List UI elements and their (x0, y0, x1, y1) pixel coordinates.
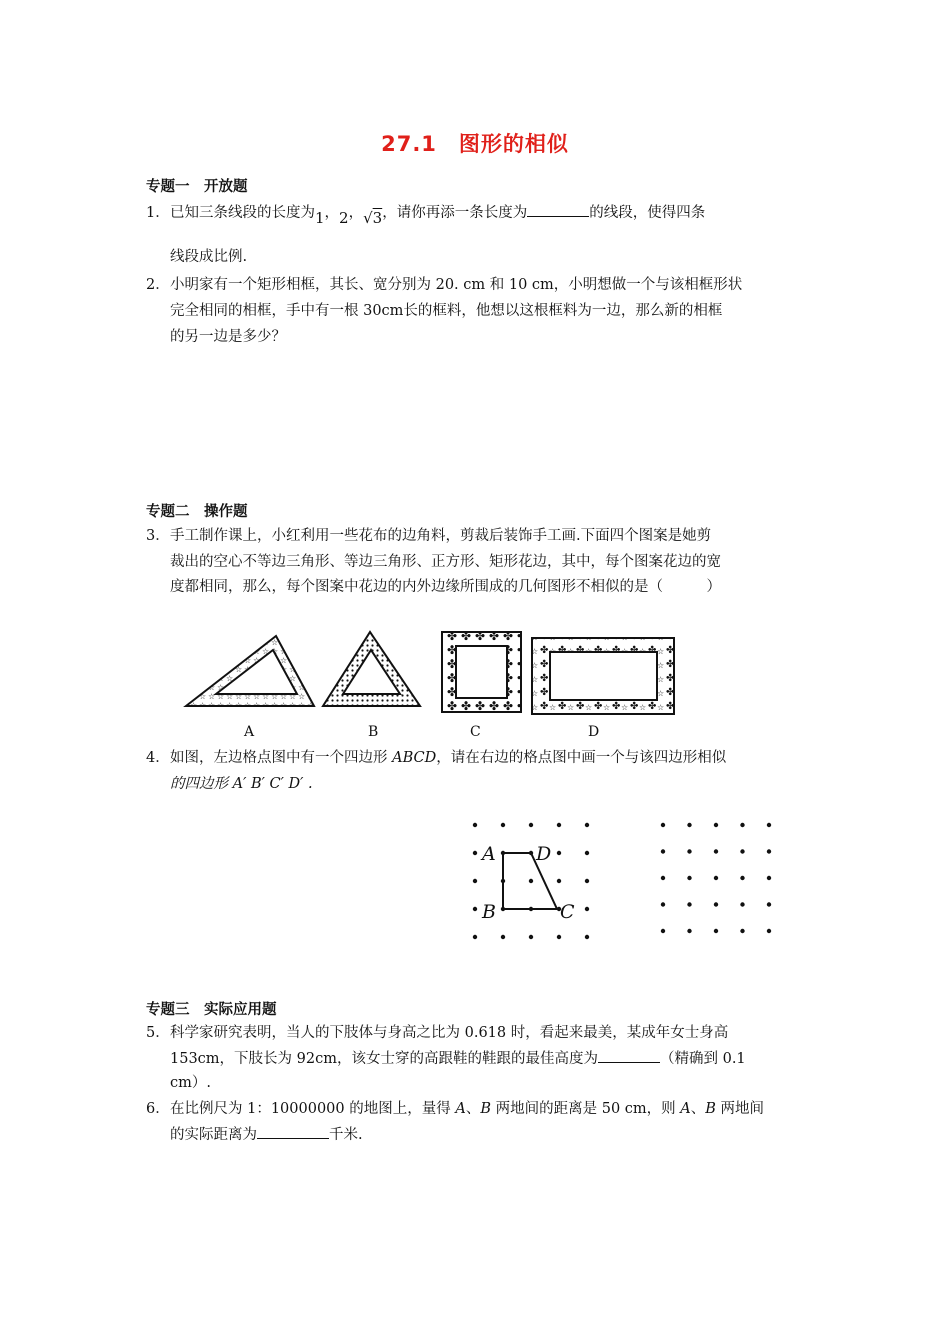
grid-dot (585, 823, 589, 827)
grid-dot (661, 876, 665, 880)
answer-blank[interactable] (257, 1124, 329, 1139)
grid-dot (557, 823, 561, 827)
grid-dot (529, 823, 533, 827)
pattern-figures (180, 628, 700, 723)
right-dot-grid (661, 823, 771, 933)
grid-dot (767, 849, 771, 853)
grid-dot (661, 823, 665, 827)
question-4-line-2: 的四边形 A′ B′ C′ D′ . (170, 776, 313, 792)
grid-dot (661, 929, 665, 933)
grid-dot (473, 823, 477, 827)
grid-dot (740, 849, 744, 853)
sqrt-expression: √3 (363, 209, 383, 227)
grid-dot (767, 929, 771, 933)
grid-dot (473, 907, 477, 911)
option-label-b: B (368, 724, 379, 740)
grid-dot (714, 823, 718, 827)
question-number: 2． (146, 277, 170, 293)
grid-dot (585, 879, 589, 883)
figure-a-scalene-triangle (186, 636, 314, 706)
grid-dot (557, 851, 561, 855)
question-5-line-2: 153cm，下肢长为 92cm，该女士穿的高跟鞋的鞋跟的最佳高度为 （精确到 0.1 (170, 1048, 746, 1069)
question-number: 1． (146, 205, 170, 221)
grid-dot (687, 876, 691, 880)
answer-blank[interactable] (598, 1048, 660, 1063)
point-label-a: A (482, 843, 496, 865)
grid-dot (557, 935, 561, 939)
option-label-c: C (470, 724, 481, 740)
grid-dot (585, 851, 589, 855)
figure-c-square-frame (442, 632, 521, 712)
page-title: 27.1 图形的相似 (381, 132, 569, 156)
question-5: 5．科学家研究表明，当人的下肢体与身高之比为 0.618 时，看起来最美，某成年女士身高 (146, 1025, 729, 1041)
point-label-d: D (536, 843, 552, 865)
grid-dot (661, 902, 665, 906)
grid-dot (473, 879, 477, 883)
question-5-line-3: cm）. (170, 1075, 211, 1091)
figure-d-rectangle-frame (532, 638, 674, 714)
question-number: 5． (146, 1025, 170, 1041)
grid-dot (473, 935, 477, 939)
section-heading-2: 专题二 操作题 (146, 504, 248, 520)
grid-dot (557, 879, 561, 883)
grid-dot (473, 851, 477, 855)
grid-dot (529, 879, 533, 883)
grid-dot (740, 876, 744, 880)
grid-dot (714, 929, 718, 933)
question-3-line-3: 度都相同，那么，每个图案中花边的内外边缘所围成的几何图形不相似的是（ ） (170, 579, 721, 595)
grid-dot (740, 902, 744, 906)
dot-grid-figures (460, 815, 790, 950)
question-3: 3．手工制作课上，小红利用一些花布的边角料，剪裁后装饰手工画.下面四个图案是她剪 (146, 528, 712, 544)
point-label-b: B (482, 901, 496, 923)
grid-dot (767, 823, 771, 827)
question-number: 6． (146, 1101, 170, 1117)
section-heading-3: 专题三 实际应用题 (146, 1002, 277, 1018)
question-2: 2．小明家有一个矩形相框，其长、宽分别为 20. cm 和 10 cm，小明想做一个与该相框形状 (146, 277, 743, 293)
section-heading-1: 专题一 开放题 (146, 179, 248, 195)
answer-blank[interactable] (527, 202, 589, 217)
grid-dot (661, 849, 665, 853)
question-1-line-1: 1．已知三条线段的长度为1，2，√3，请你再添一条长度为 的线段，使得四条 (146, 202, 705, 223)
grid-dot (687, 902, 691, 906)
grid-dot (687, 849, 691, 853)
question-number: 3． (146, 528, 170, 544)
question-4: 4．如图，左边格点图中有一个四边形 ABCD，请在右边的格点图中画一个与该四边形相似 (146, 750, 727, 766)
grid-dot (687, 929, 691, 933)
grid-dot (501, 823, 505, 827)
grid-dot (687, 823, 691, 827)
grid-dot (529, 935, 533, 939)
grid-dot (585, 935, 589, 939)
question-2-line-2: 完全相同的相框，手中有一根 30cm长的框料，他想以这根框料为一边，那么新的相框 (170, 303, 723, 319)
grid-dot (714, 876, 718, 880)
question-3-line-2: 裁出的空心不等边三角形、等边三角形、正方形、矩形花边，其中，每个图案花边的宽 (170, 554, 721, 570)
grid-dot (714, 902, 718, 906)
grid-dot (714, 849, 718, 853)
grid-dot (585, 907, 589, 911)
grid-dot (740, 823, 744, 827)
question-number: 4． (146, 750, 170, 766)
option-label-d: D (588, 724, 600, 740)
point-label-c: C (560, 901, 575, 923)
grid-dot (767, 876, 771, 880)
grid-dot (501, 935, 505, 939)
question-6-line-2: 的实际距离为 千米. (170, 1124, 363, 1145)
option-label-a: A (244, 724, 255, 740)
question-1-line-2: 线段成比例. (170, 249, 248, 265)
grid-dot (740, 929, 744, 933)
figure-b-equilateral-triangle (323, 632, 420, 706)
question-6: 6．在比例尺为 1：10000000 的地图上，量得 A、B 两地间的距离是 50 cm，则 A、B 两地间 (146, 1101, 765, 1117)
question-2-line-3: 的另一边是多少？ (170, 329, 286, 345)
grid-dot (767, 902, 771, 906)
